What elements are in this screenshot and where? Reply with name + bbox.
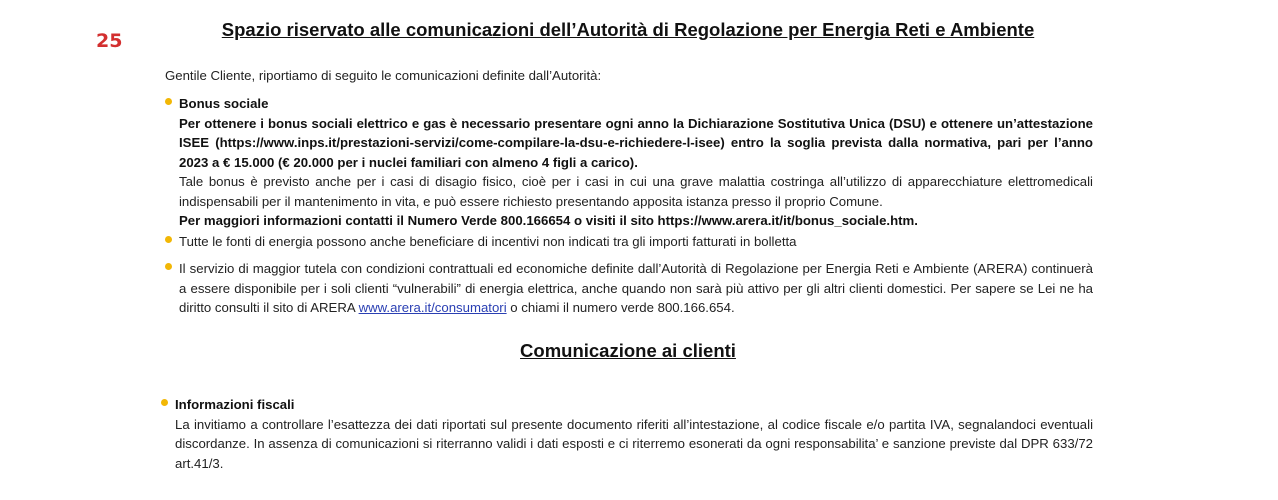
page-number: 25 [96,30,123,52]
fiscal-text: La invitiamo a controllare l’esattezza dei dati riportati sul presente documento riferiti all’intestazione, al codice fiscale e/o partita IVA, segnalandoci eventuali discordanze. In assenza di comunicazioni si riterranno validi i dati esposti e ci riterremo esonerati da ogni responsabilita’ e sanzione previste dal DPR 633/72 art.41/3. [175,416,1093,471]
intro-text: Gentile Cliente, riportiamo di seguito le comunicazioni definite dall’Autorità: [165,68,602,83]
bullet-bonus-sociale [165,94,1093,231]
page-title: Spazio riservato alle comunicazioni dell’Autorità di Regolazione per Energia Reti e Ambiente [221,19,1035,40]
bullet-dot-icon [165,263,172,270]
arera-consumatori-link[interactable]: www.arera.it/consumatori [358,300,507,315]
bullet-service [165,259,1093,318]
section-title: Comunicazione ai clienti [520,340,736,361]
service-text-after: o chiami il numero verde 800.166.654. [506,300,735,315]
bonus-contact: Per maggiori informazioni contatti il Numero Verde 800.166654 o visiti il sito https://www.arera.it/it/bonus_sociale.htm. [179,213,918,228]
bullet-dot-icon [161,399,168,406]
fiscal-title: Informazioni fiscali [175,397,295,412]
bonus-text: Tale bonus è previsto anche per i casi di disagio fisico, cioè per i casi in cui una grave malattia costringa all’utilizzo di apparecchiature elettromedicali indispensabili per il mantenimento in vita, e può essere richiesto presentando apposita istanza presso il proprio Comune. [179,174,1093,209]
bullet-fiscal-info [161,395,1093,473]
bonus-title: Bonus sociale [179,96,269,111]
bullet-dot-icon [165,236,172,243]
incentives-text: Tutte le fonti di energia possono anche beneficiare di incentivi non indicati tra gli importi fatturati in bolletta [179,234,797,249]
bullet-dot-icon [165,98,172,105]
bonus-bold-text: Per ottenere i bonus sociali elettrico e gas è necessario presentare ogni anno la Dichiarazione Sostitutiva Unica (DSU) e ottenere un’attestazione ISEE (https://www.inps.it/prestazioni-servizi/come-compilare-la-dsu-e-richiedere-l-isee) entro la soglia prevista dalla normativa, pari per l’anno 2023 a € 15.000 (€ 20.000 per i nuclei familiari con almeno 4 figli a carico). [179,115,1093,170]
service-text: Il servizio di maggior tutela con condizioni contrattuali ed economiche definite dall’Autorità di Regolazione per Energia Reti e Ambiente (ARERA) continuerà a essere disponibile per i soli clienti “vulnerabili” di energia elettrica, anche quando non sarà più attivo per gli altri clienti domestici. Per sapere se Lei ne ha diritto consulti il sito di ARERA [179,261,1093,315]
bullet-incentives [165,232,1093,252]
